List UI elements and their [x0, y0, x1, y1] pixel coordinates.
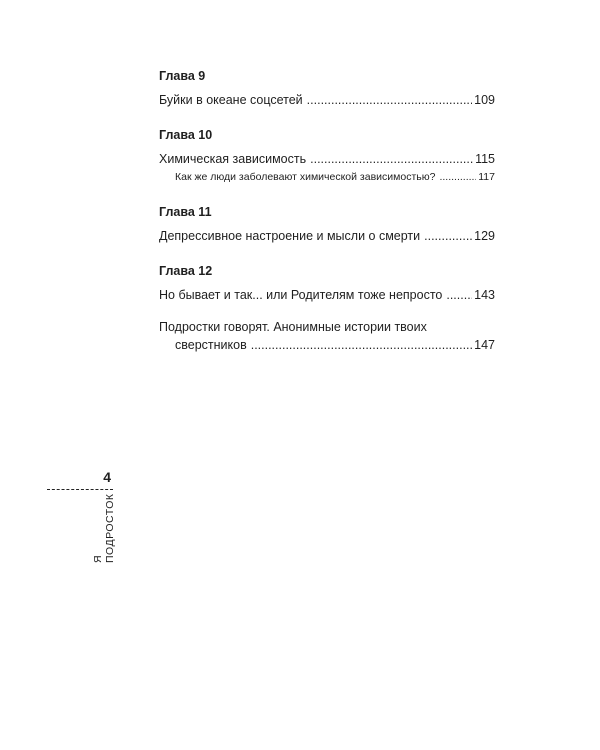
toc-entry-title: Как же люди заболевают химической зависимостью? [175, 171, 436, 183]
table-of-contents [159, 68, 495, 372]
toc-entry-title-line2: сверстников [175, 338, 247, 352]
toc-entry[interactable] [159, 227, 495, 245]
chapter-heading: Глава 10 [159, 128, 213, 142]
dot-leader [310, 150, 473, 168]
toc-chapter-12 [159, 263, 495, 304]
toc-entry-page: 109 [474, 93, 495, 107]
toc-final-entry[interactable] [159, 318, 495, 354]
chapter-heading: Глава 11 [159, 205, 212, 219]
dot-leader [439, 168, 476, 186]
toc-chapter-9 [159, 68, 495, 109]
toc-subentry[interactable] [159, 168, 495, 186]
chapter-heading: Глава 9 [159, 69, 206, 83]
toc-entry-title: Но бывает и так... или Родителям тоже непросто [159, 288, 443, 302]
dot-leader [424, 227, 472, 245]
toc-entry[interactable] [159, 91, 495, 109]
dot-leader [446, 286, 472, 304]
dot-leader [307, 91, 472, 109]
toc-entry-page: 129 [474, 229, 495, 243]
chapter-heading: Глава 12 [159, 264, 213, 278]
toc-entry-title: Депрессивное настроение и мысли о смерти [159, 229, 421, 243]
folio-divider [47, 489, 113, 490]
toc-entry-page: 147 [474, 338, 495, 352]
toc-entry[interactable] [159, 150, 495, 168]
toc-chapter-11 [159, 204, 495, 245]
page-number: 4 [103, 469, 111, 485]
toc-entry-title: Химическая зависимость [159, 152, 307, 166]
toc-entry [159, 336, 495, 354]
toc-entry-page: 115 [475, 152, 495, 166]
toc-chapter-10 [159, 127, 495, 186]
toc-entry-page: 143 [474, 288, 495, 302]
toc-entry-title: Буйки в океане соцсетей [159, 93, 303, 107]
toc-entry-title-line1: Подростки говорят. Анонимные истории твоих [159, 320, 427, 334]
toc-entry[interactable] [159, 286, 495, 304]
folio [47, 469, 113, 490]
running-head: Я ПОДРОСТОК [92, 493, 116, 563]
dot-leader [251, 336, 472, 354]
toc-entry-page: 117 [478, 171, 495, 183]
